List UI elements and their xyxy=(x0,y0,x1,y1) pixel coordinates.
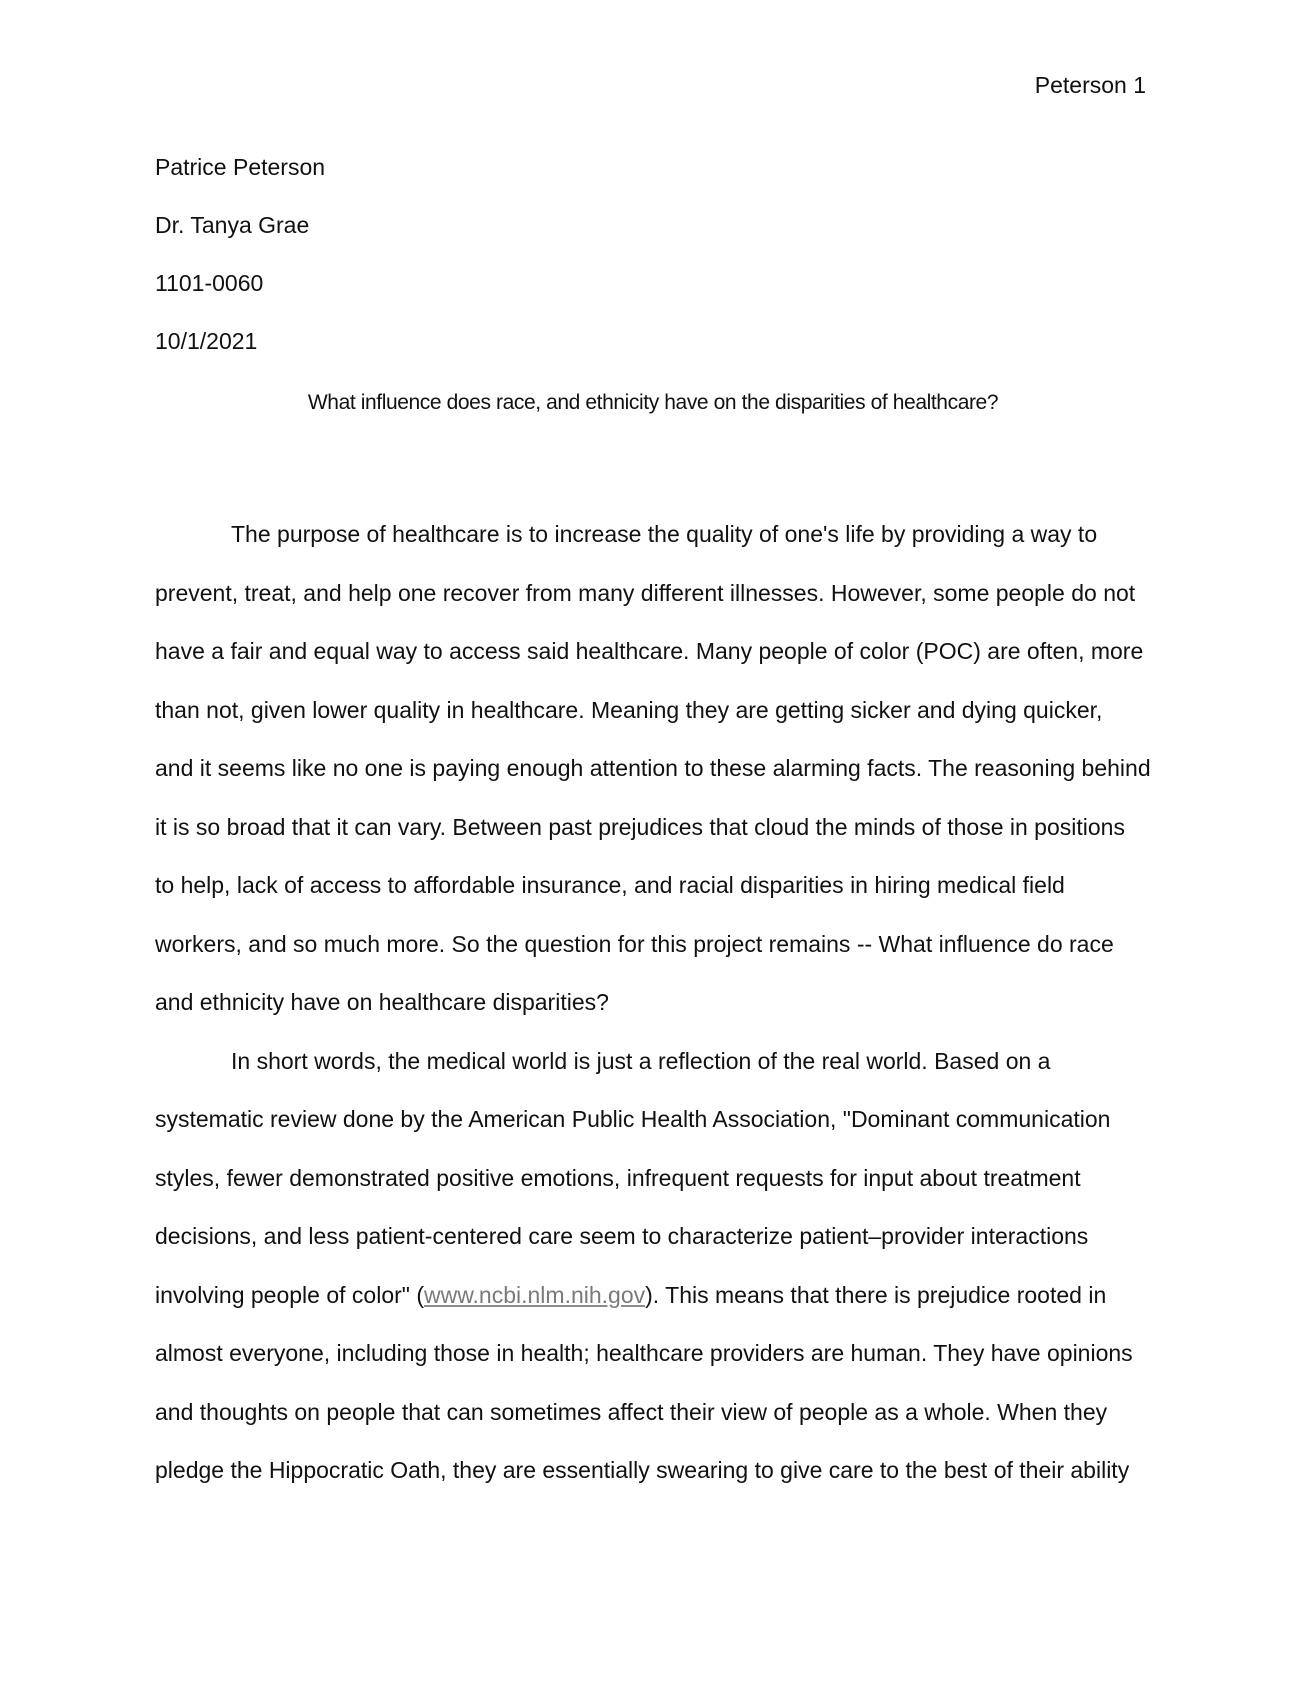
running-head: Peterson 1 xyxy=(1034,72,1146,98)
paragraph-line: The purpose of healthcare is to increase the quality of one's life by providing a way to xyxy=(231,521,1098,547)
paragraph-line: decisions, and less patient-centered care seem to characterize patient–provider interactions xyxy=(155,1223,1089,1249)
paragraph-line: it is so broad that it can vary. Between past prejudices that cloud the minds of those in positions xyxy=(155,813,1125,840)
heading-block xyxy=(155,152,325,384)
essay-title: What influence does race, and ethnicity have on the disparities of healthcare? xyxy=(307,391,999,414)
essay-body xyxy=(155,505,1165,1500)
line-text-after-link: ). This means that there is prejudice rooted in xyxy=(645,1281,1107,1308)
paragraph-2 xyxy=(155,1032,1165,1500)
paragraph-line: almost everyone, including those in health; healthcare providers are human. They have opinions xyxy=(155,1340,1133,1366)
paragraph-line: prevent, treat, and help one recover from many different illnesses. However, some people do not xyxy=(155,579,1136,606)
instructor-name: Dr. Tanya Grae xyxy=(155,212,310,238)
paragraph-line: and ethnicity have on healthcare disparities? xyxy=(155,989,609,1015)
paragraph-line: workers, and so much more. So the question for this project remains -- What influence do race xyxy=(155,930,1114,957)
paragraph-line: styles, fewer demonstrated positive emotions, infrequent requests for input about treatment xyxy=(155,1164,1081,1191)
course-number: 1101-0060 xyxy=(155,270,264,296)
paragraph-line: than not, given lower quality in healthcare. Meaning they are getting sicker and dying quicker, xyxy=(155,696,1103,723)
paragraph-1 xyxy=(155,505,1165,1032)
paragraph-line: pledge the Hippocratic Oath, they are essentially swearing to give care to the best of their ability xyxy=(155,1457,1130,1483)
paragraph-line-with-citation xyxy=(155,1266,1165,1325)
paragraph-line: and it seems like no one is paying enough attention to these alarming facts. The reasoning behind xyxy=(155,755,1151,781)
date: 10/1/2021 xyxy=(155,328,258,354)
paragraph-line: and thoughts on people that can sometimes affect their view of people as a whole. When they xyxy=(155,1398,1108,1425)
citation-link[interactable]: www.ncbi.nlm.nih.gov xyxy=(423,1281,646,1308)
paragraph-line: have a fair and equal way to access said healthcare. Many people of color (POC) are often, more xyxy=(155,638,1144,664)
author-name: Patrice Peterson xyxy=(155,154,326,180)
line-text-before-link: involving people of color" ( xyxy=(155,1281,424,1308)
paragraph-line: to help, lack of access to affordable insurance, and racial disparities in hiring medical field xyxy=(155,872,1065,898)
paragraph-line: In short words, the medical world is just a reflection of the real world. Based on a xyxy=(231,1047,1051,1074)
paragraph-line: systematic review done by the American Public Health Association, "Dominant communication xyxy=(155,1106,1111,1132)
